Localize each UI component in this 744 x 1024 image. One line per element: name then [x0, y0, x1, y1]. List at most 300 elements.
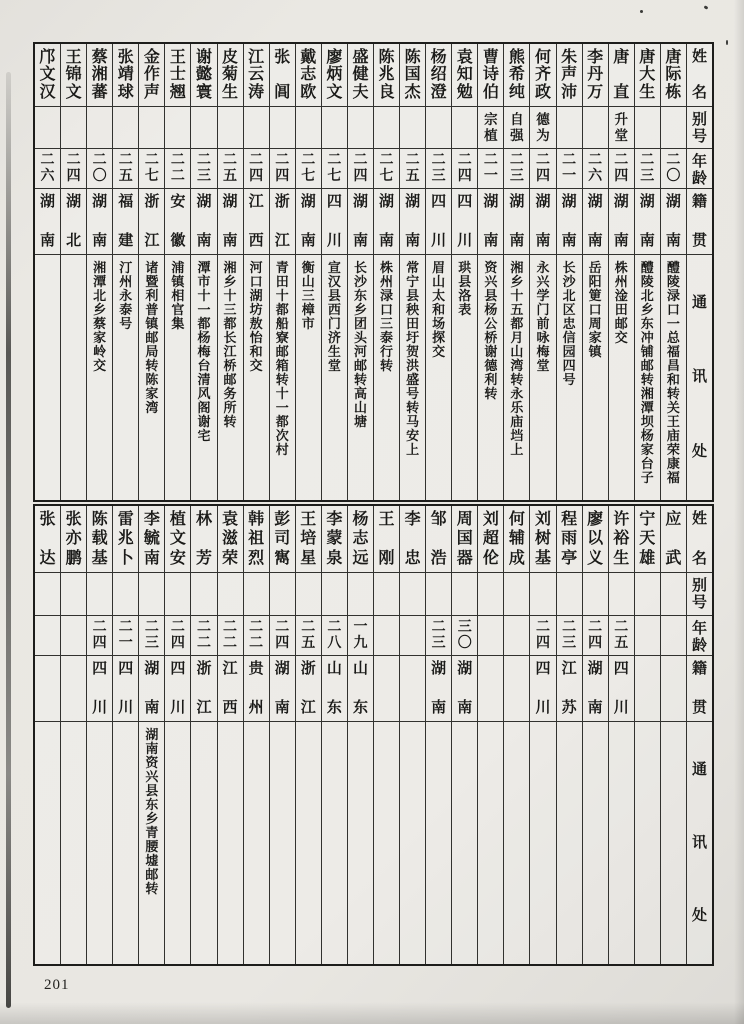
glyph: 纯 [508, 83, 525, 101]
glyph: 谢 [197, 414, 211, 430]
glyph: 韩 [248, 511, 265, 528]
header-column [686, 506, 712, 964]
glyph: 祖 [248, 530, 265, 548]
glyph: 村 [275, 442, 289, 458]
glyph: 泉 [326, 549, 343, 567]
glyph: 福 [118, 194, 134, 210]
glyph: 澄 [430, 83, 447, 101]
entry-age [296, 148, 321, 188]
scan-edge-shadow-right [734, 0, 744, 1024]
glyph: 川 [118, 699, 134, 716]
entry-origin [400, 655, 425, 721]
entry-column [634, 506, 660, 964]
entry-column [112, 44, 138, 500]
glyph: 十 [275, 386, 289, 402]
glyph: 号 [691, 129, 707, 146]
entry-alias [426, 572, 451, 615]
glyph: 河 [249, 260, 263, 275]
glyph: 北 [93, 288, 107, 304]
entry-column [60, 44, 86, 500]
glyph: 湖 [457, 661, 473, 677]
glyph: 兴 [536, 274, 550, 290]
glyph: 宁 [406, 274, 420, 290]
glyph: 二 [249, 635, 264, 651]
glyph: 蒙 [326, 530, 343, 548]
glyph: 五 [405, 168, 420, 184]
entry-name [113, 506, 138, 572]
glyph: 四 [170, 635, 185, 651]
glyph: 直 [613, 83, 630, 101]
glyph: 盛 [406, 372, 420, 388]
glyph: 田 [614, 302, 628, 318]
glyph: 转 [380, 358, 394, 374]
glyph: 门 [536, 302, 550, 318]
glyph: 二 [535, 152, 550, 168]
entry-address [270, 721, 295, 964]
glyph: 刚 [378, 549, 395, 567]
glyph: 十 [510, 288, 524, 304]
glyph: 通 [691, 762, 707, 778]
glyph: 浦 [171, 260, 185, 275]
entry-alias [478, 572, 503, 615]
glyph: 湘 [91, 66, 108, 84]
glyph: 三 [509, 168, 524, 184]
glyph: 亦 [65, 530, 82, 548]
entry-origin [426, 188, 451, 254]
glyph: 陵 [640, 274, 654, 290]
glyph: 山 [326, 661, 342, 677]
glyph: 三 [301, 288, 315, 304]
entry-name [452, 506, 477, 572]
glyph: 咏 [536, 330, 550, 346]
glyph: 眉 [432, 260, 446, 275]
entry-alias [113, 106, 138, 148]
glyph: 宁 [639, 511, 656, 528]
entry-column [529, 44, 555, 500]
entry-name [87, 506, 112, 572]
entry-age [322, 615, 347, 655]
glyph: 谢 [195, 49, 212, 66]
glyph: 江 [248, 194, 264, 210]
glyph: 川 [92, 699, 108, 716]
glyph: 转 [406, 400, 420, 416]
entry-origin [218, 188, 243, 254]
entry-address [165, 254, 190, 500]
entry-address [426, 721, 451, 964]
glyph: 司 [274, 530, 291, 548]
glyph: 张 [117, 49, 134, 66]
glyph: 口 [380, 302, 394, 318]
entry-origin [296, 188, 321, 254]
entry-origin [296, 655, 321, 721]
glyph: 二 [353, 152, 368, 168]
glyph: 田 [275, 274, 289, 290]
glyph: 济 [327, 330, 341, 346]
glyph: 二 [223, 619, 238, 635]
entry-column [243, 506, 269, 964]
entry-origin [61, 655, 86, 721]
entry-origin [35, 188, 60, 254]
entry-origin [61, 188, 86, 254]
glyph: 头 [353, 330, 367, 346]
glyph: 声 [143, 83, 160, 101]
entry-address [244, 721, 269, 964]
glyph: 二 [405, 152, 420, 168]
entry-alias [504, 106, 529, 148]
entry-column [217, 506, 243, 964]
glyph: 南 [509, 232, 525, 249]
entry-name [244, 506, 269, 572]
glyph: 樟 [301, 302, 315, 318]
glyph: 区 [562, 302, 576, 318]
glyph: 转 [640, 372, 654, 388]
glyph: 基 [91, 549, 108, 567]
glyph: 镇 [588, 344, 602, 360]
glyph: 川 [326, 232, 342, 249]
entry-name [270, 506, 295, 572]
glyph: 辅 [508, 530, 525, 548]
glyph: 乐 [510, 400, 524, 416]
entry-address [322, 721, 347, 964]
entry-name [322, 44, 347, 106]
glyph: 江 [274, 232, 290, 249]
glyph: 圩 [406, 330, 420, 346]
entry-age [374, 615, 399, 655]
entry-alias [661, 106, 686, 148]
glyph: 南 [352, 232, 368, 249]
glyph: 湖 [145, 727, 159, 742]
glyph: 江 [300, 699, 316, 716]
glyph: 作 [143, 66, 160, 84]
entry-column [608, 44, 634, 500]
glyph: 园 [562, 344, 576, 360]
entry-address [113, 721, 138, 964]
entry-alias [322, 106, 347, 148]
glyph: 庙 [666, 428, 680, 444]
glyph: 浙 [274, 194, 290, 210]
entry-origin [504, 188, 529, 254]
entry-column [399, 506, 425, 964]
entry-origin [530, 188, 555, 254]
entry-name [165, 44, 190, 106]
glyph: 县 [327, 288, 341, 304]
glyph: 南 [92, 232, 108, 249]
entry-age [191, 148, 216, 188]
glyph: 蔡 [91, 49, 108, 66]
glyph: 醴 [640, 260, 654, 275]
glyph: 德 [484, 358, 498, 374]
glyph: 家 [93, 330, 107, 346]
entry-age [270, 148, 295, 188]
entry-alias [583, 572, 608, 615]
glyph: 贯 [691, 232, 707, 249]
glyph: 二 [40, 152, 55, 168]
glyph: 杨 [640, 428, 654, 444]
glyph: 洪 [406, 358, 420, 374]
glyph: 湘 [93, 260, 107, 275]
entry-column [582, 44, 608, 500]
glyph: 三 [640, 168, 655, 184]
entry-age [426, 148, 451, 188]
entry-alias [244, 106, 269, 148]
entry-alias [374, 106, 399, 148]
glyph: 湘 [223, 260, 237, 275]
entry-age [504, 148, 529, 188]
entry-alias [270, 572, 295, 615]
glyph: 湖 [92, 194, 108, 210]
glyph: 五 [223, 168, 238, 184]
entry-column [112, 506, 138, 964]
entry-origin [661, 655, 686, 721]
glyph: 姓 [691, 49, 707, 65]
glyph: 四 [431, 194, 447, 210]
glyph: 陵 [666, 274, 680, 290]
glyph: 文 [169, 530, 186, 548]
glyph: 兆 [378, 66, 395, 84]
glyph: 张 [65, 511, 82, 528]
glyph: 二 [588, 152, 603, 168]
glyph: 县 [406, 288, 420, 304]
glyph: 船 [275, 316, 289, 332]
entry-column [477, 44, 503, 500]
entry-name [583, 44, 608, 106]
entry-age [635, 615, 660, 655]
glyph: 局 [145, 344, 159, 360]
glyph: 镇 [171, 274, 185, 290]
glyph: 四 [535, 635, 550, 651]
glyph: 邮 [275, 344, 289, 360]
entry-address [270, 254, 295, 500]
glyph: 强 [510, 127, 524, 143]
entry-address [452, 721, 477, 964]
entry-address [400, 254, 425, 500]
glyph: 一 [562, 168, 577, 184]
entry-age [218, 148, 243, 188]
glyph: 四 [170, 661, 186, 677]
glyph: 谢 [484, 344, 498, 360]
entry-address [661, 721, 686, 964]
glyph: 别 [691, 578, 707, 594]
glyph: 江 [222, 661, 238, 677]
entry-origin [609, 655, 634, 721]
entry-name [322, 506, 347, 572]
glyph: 名 [691, 550, 707, 567]
entry-alias [139, 106, 164, 148]
glyph: 邮 [614, 316, 628, 332]
glyph: 青 [145, 825, 159, 841]
entry-address [661, 254, 686, 500]
entry-column [660, 506, 686, 964]
glyph: 青 [275, 260, 289, 275]
page-number: 201 [44, 977, 70, 993]
entry-alias [61, 572, 86, 615]
entry-age [661, 615, 686, 655]
glyph: 毓 [143, 530, 160, 548]
entry-origin [661, 188, 686, 254]
header-age-label [687, 615, 712, 655]
glyph: 湖 [274, 661, 290, 677]
glyph: 远 [352, 549, 369, 567]
glyph: 号 [406, 386, 420, 402]
glyph: 湖 [352, 194, 368, 210]
glyph: 盛 [352, 49, 369, 66]
glyph: 大 [639, 66, 656, 84]
glyph: 南 [431, 699, 447, 716]
entry-origin [244, 655, 269, 721]
glyph: 生 [327, 344, 341, 360]
glyph: 潭 [197, 260, 211, 275]
glyph: 渌 [666, 288, 680, 304]
glyph: 都 [197, 316, 211, 332]
glyph: 袁 [456, 49, 473, 66]
glyph: 成 [508, 549, 525, 567]
entry-origin [322, 188, 347, 254]
glyph: 十 [223, 288, 237, 304]
glyph: 七 [327, 168, 342, 184]
entry-age [244, 148, 269, 188]
glyph: 墟 [145, 853, 159, 869]
glyph: 梅 [536, 344, 550, 360]
entry-age [139, 148, 164, 188]
glyph: 梅 [197, 344, 211, 360]
glyph: 山 [432, 274, 446, 290]
glyph: 志 [352, 530, 369, 548]
glyph: 通 [691, 295, 707, 311]
glyph: 堂 [614, 127, 628, 143]
entry-alias [348, 106, 373, 148]
glyph: 台 [640, 456, 654, 472]
glyph: 龄 [691, 637, 707, 654]
glyph: 健 [352, 66, 369, 84]
glyph: 湖 [587, 194, 603, 210]
glyph: 天 [639, 530, 656, 548]
entry-alias [348, 572, 373, 615]
glyph: 江 [561, 661, 577, 677]
entry-address [557, 721, 582, 964]
glyph: 一 [118, 635, 133, 651]
entry-origin [322, 655, 347, 721]
glyph: 二 [535, 619, 550, 635]
entry-address [35, 254, 60, 500]
glyph: 珙 [458, 260, 472, 275]
entry-age [139, 615, 164, 655]
glyph: 王 [666, 414, 680, 430]
glyph: 县 [458, 274, 472, 290]
entry-age [113, 615, 138, 655]
entry-column [373, 44, 399, 500]
glyph: 林 [195, 511, 212, 528]
glyph: 县 [145, 783, 159, 799]
glyph: 湖 [144, 661, 160, 677]
entry-age [557, 615, 582, 655]
entry-column [477, 506, 503, 964]
scan-speck [704, 5, 709, 10]
entry-column [269, 506, 295, 964]
header-name-label [687, 44, 712, 106]
glyph: 和 [666, 372, 680, 388]
entry-name [61, 44, 86, 106]
entry-name [478, 44, 503, 106]
glyph: 川 [613, 699, 629, 716]
glyph: 七 [379, 168, 394, 184]
glyph: 阊 [274, 83, 291, 101]
entry-column [556, 506, 582, 964]
glyph: 五 [614, 635, 629, 651]
glyph: 淦 [614, 288, 628, 304]
glyph: 际 [665, 66, 682, 84]
glyph: 以 [587, 530, 604, 548]
entry-column [503, 44, 529, 500]
glyph: 二 [196, 619, 211, 635]
glyph: 西 [222, 699, 238, 716]
scan-edge-shadow-bottom [0, 1002, 744, 1024]
entry-name [557, 44, 582, 106]
glyph: 处 [691, 443, 707, 460]
entry-address [504, 254, 529, 500]
glyph: 二 [249, 619, 264, 635]
entry-alias [426, 106, 451, 148]
glyph: 南 [143, 549, 160, 567]
entry-age [400, 148, 425, 188]
glyph: 金 [143, 49, 160, 66]
glyph: 州 [614, 274, 628, 290]
glyph: 四 [118, 661, 134, 677]
glyph: 四 [535, 661, 551, 677]
glyph: 都 [510, 316, 524, 332]
glyph: 太 [432, 288, 446, 304]
entry-column [86, 44, 112, 500]
glyph: 杨 [352, 511, 369, 528]
glyph: 生 [613, 549, 630, 567]
glyph: 二 [275, 619, 290, 635]
glyph: 湖 [300, 194, 316, 210]
glyph: 刘 [482, 511, 499, 528]
glyph: 敖 [249, 316, 263, 332]
glyph: 交 [249, 358, 263, 374]
entry-address [61, 254, 86, 500]
glyph: 杨 [484, 302, 498, 318]
glyph: 文 [326, 83, 343, 101]
glyph: 乡 [223, 274, 237, 290]
entry-origin [218, 655, 243, 721]
glyph: 二 [223, 635, 238, 651]
entry-name [583, 506, 608, 572]
glyph: 都 [275, 302, 289, 318]
glyph: 为 [536, 127, 550, 143]
glyph: 汉 [327, 274, 341, 290]
glyph: 二 [301, 619, 316, 635]
glyph: 州 [248, 699, 264, 716]
glyph: 〇 [92, 168, 107, 184]
glyph: 公 [484, 316, 498, 332]
glyph: 朱 [561, 49, 578, 66]
entry-address [139, 254, 164, 500]
entry-origin [270, 655, 295, 721]
glyph: 伯 [482, 83, 499, 101]
glyph: 何 [508, 511, 525, 528]
entry-age [35, 615, 60, 655]
entry-name [35, 506, 60, 572]
glyph: 东 [326, 699, 342, 716]
glyph: 山 [510, 344, 524, 360]
glyph: 二 [66, 152, 81, 168]
glyph: 裕 [613, 530, 630, 548]
entry-column [451, 506, 477, 964]
entry-age [87, 615, 112, 655]
entry-address [374, 254, 399, 500]
glyph: 义 [587, 549, 604, 567]
entry-address [478, 721, 503, 964]
